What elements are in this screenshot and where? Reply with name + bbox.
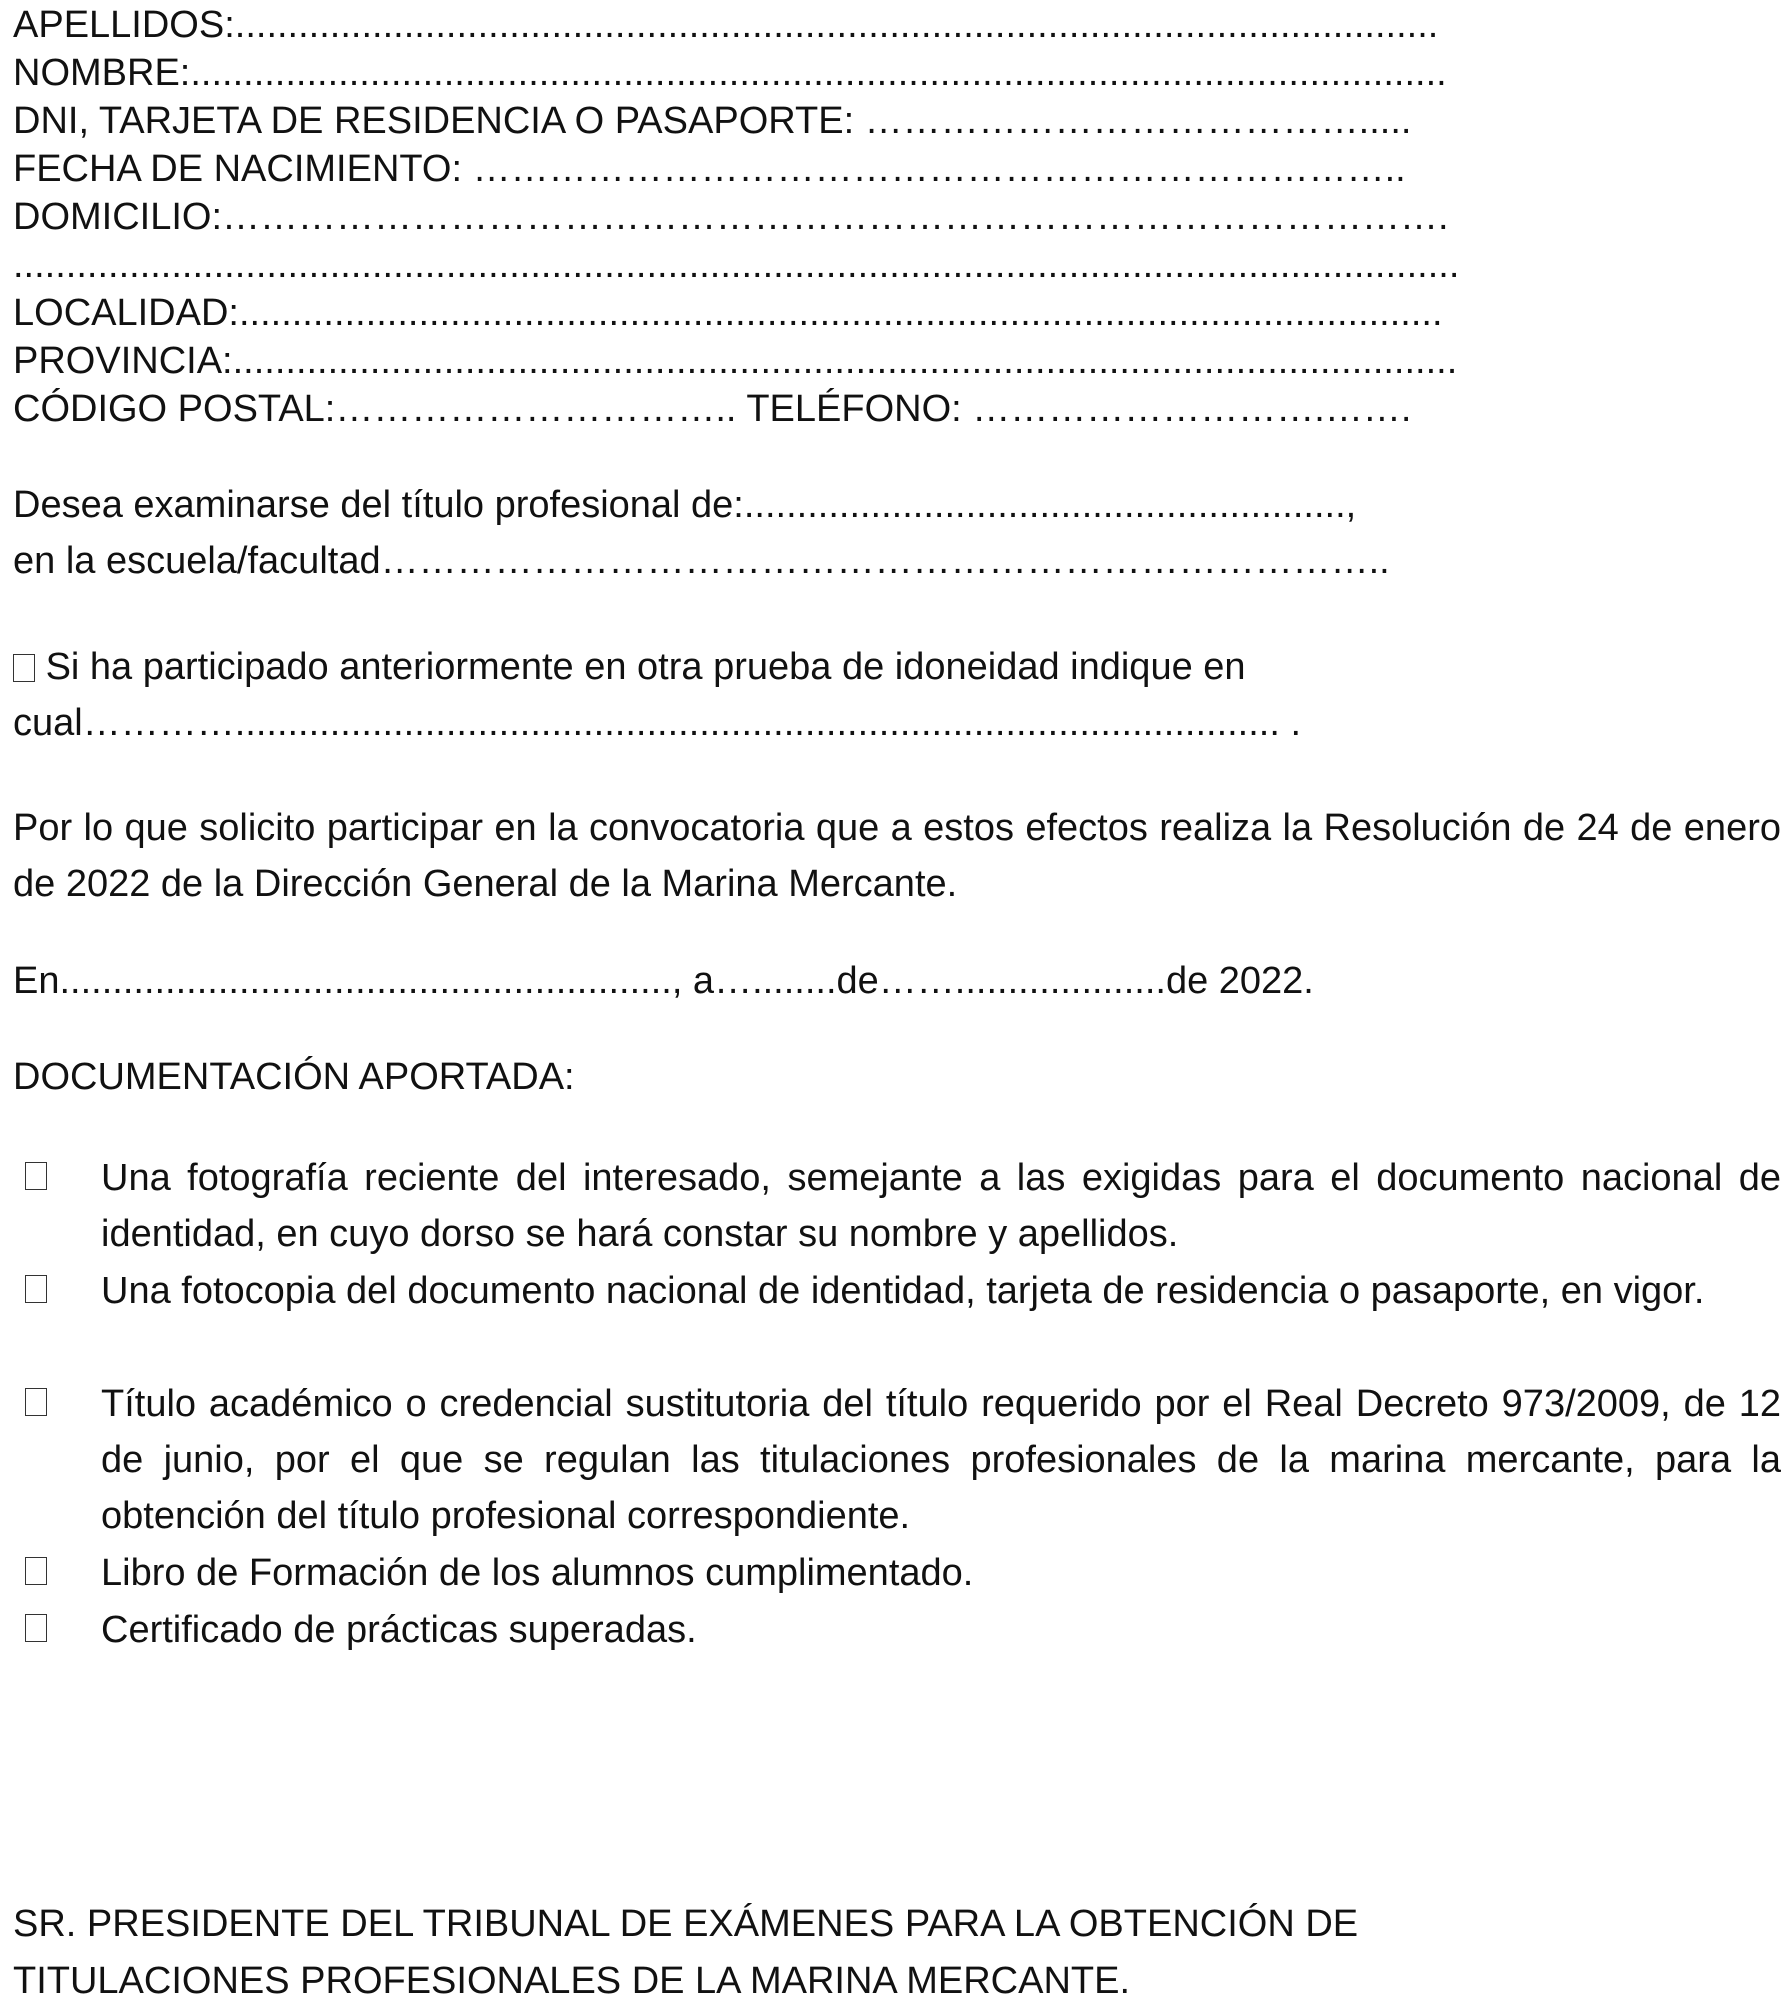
field-place-date[interactable]: En.........................................................., a…........de……....................de 2022. bbox=[13, 960, 1314, 1002]
documentation-heading: DOCUMENTACIÓN APORTADA: bbox=[13, 1056, 575, 1098]
field-apellidos[interactable]: APELLIDOS:.................................................................................................................. bbox=[13, 4, 1439, 46]
field-provincia[interactable]: PROVINCIA:.................................................................................................................... bbox=[13, 340, 1458, 382]
field-fecha-nacimiento[interactable]: FECHA DE NACIMIENTO: ……………………………………………………………….. bbox=[13, 148, 1406, 190]
doc-academic-title-checkbox[interactable] bbox=[25, 1388, 47, 1416]
field-titulo-profesional[interactable]: Desea examinarse del título profesional de:........................................................., bbox=[13, 484, 1357, 526]
doc-practice-certificate-checkbox[interactable] bbox=[25, 1614, 47, 1642]
field-escuela-facultad[interactable]: en la escuela/facultad…………………………………………………………………….. bbox=[13, 540, 1390, 582]
previous-test-row bbox=[13, 648, 1246, 686]
doc-id-copy-checkbox[interactable] bbox=[25, 1275, 47, 1303]
doc-training-book-checkbox[interactable] bbox=[25, 1557, 47, 1585]
doc-item-text: Certificado de prácticas superadas. bbox=[101, 1609, 697, 1651]
doc-photo-checkbox[interactable] bbox=[25, 1162, 47, 1190]
request-paragraph: Por lo que solicito participar en la convocatoria que a estos efectos realiza la Resolución de 24 de enero de 2022 de la Dirección General de la Marina Mercante. bbox=[13, 807, 1781, 905]
doc-item-text: Título académico o credencial sustitutoria del título requerido por el Real Decreto 973/2009, de 12 de junio, por el que se regulan las titulaciones profesionales de la marina mercante, para la obtención del título profesional correspondiente. bbox=[101, 1383, 1781, 1537]
doc-item-text: Una fotografía reciente del interesado, semejante a las exigidas para el documento nacional de identidad, en cuyo dorso se hará constar su nombre y apellidos. bbox=[101, 1157, 1781, 1255]
doc-item-text: Libro de Formación de los alumnos cumplimentado. bbox=[101, 1552, 974, 1594]
field-domicilio-cont[interactable]: ......................................................................................................................................... bbox=[13, 244, 1460, 286]
field-nombre[interactable]: NOMBRE:....................................................................................................................... bbox=[13, 52, 1447, 94]
field-dni[interactable]: DNI, TARJETA DE RESIDENCIA O PASAPORTE: …………………………………..... bbox=[13, 100, 1412, 142]
field-localidad[interactable]: LOCALIDAD:.................................................................................................................. bbox=[13, 292, 1443, 334]
doc-item-text: Una fotocopia del documento nacional de identidad, tarjeta de residencia o pasaporte, en vigor. bbox=[101, 1270, 1705, 1312]
field-domicilio[interactable]: DOMICILIO:……………………………………………………………………………………. bbox=[13, 196, 1449, 238]
field-cp-telefono[interactable]: CÓDIGO POSTAL:………………………….. TELÉFONO: ……………………….……. bbox=[13, 388, 1412, 430]
previous-test-checkbox[interactable] bbox=[13, 654, 35, 682]
addressee-line-2: TITULACIONES PROFESIONALES DE LA MARINA MERCANTE. bbox=[13, 1960, 1131, 2002]
previous-test-question: Si ha participado anteriormente en otra prueba de idoneidad indique en bbox=[45, 646, 1246, 688]
addressee-line-1: SR. PRESIDENTE DEL TRIBUNAL DE EXÁMENES PARA LA OBTENCIÓN DE bbox=[13, 1903, 1359, 1945]
field-previous-test-cual[interactable]: cual…………................................................................................................... . bbox=[13, 702, 1302, 744]
